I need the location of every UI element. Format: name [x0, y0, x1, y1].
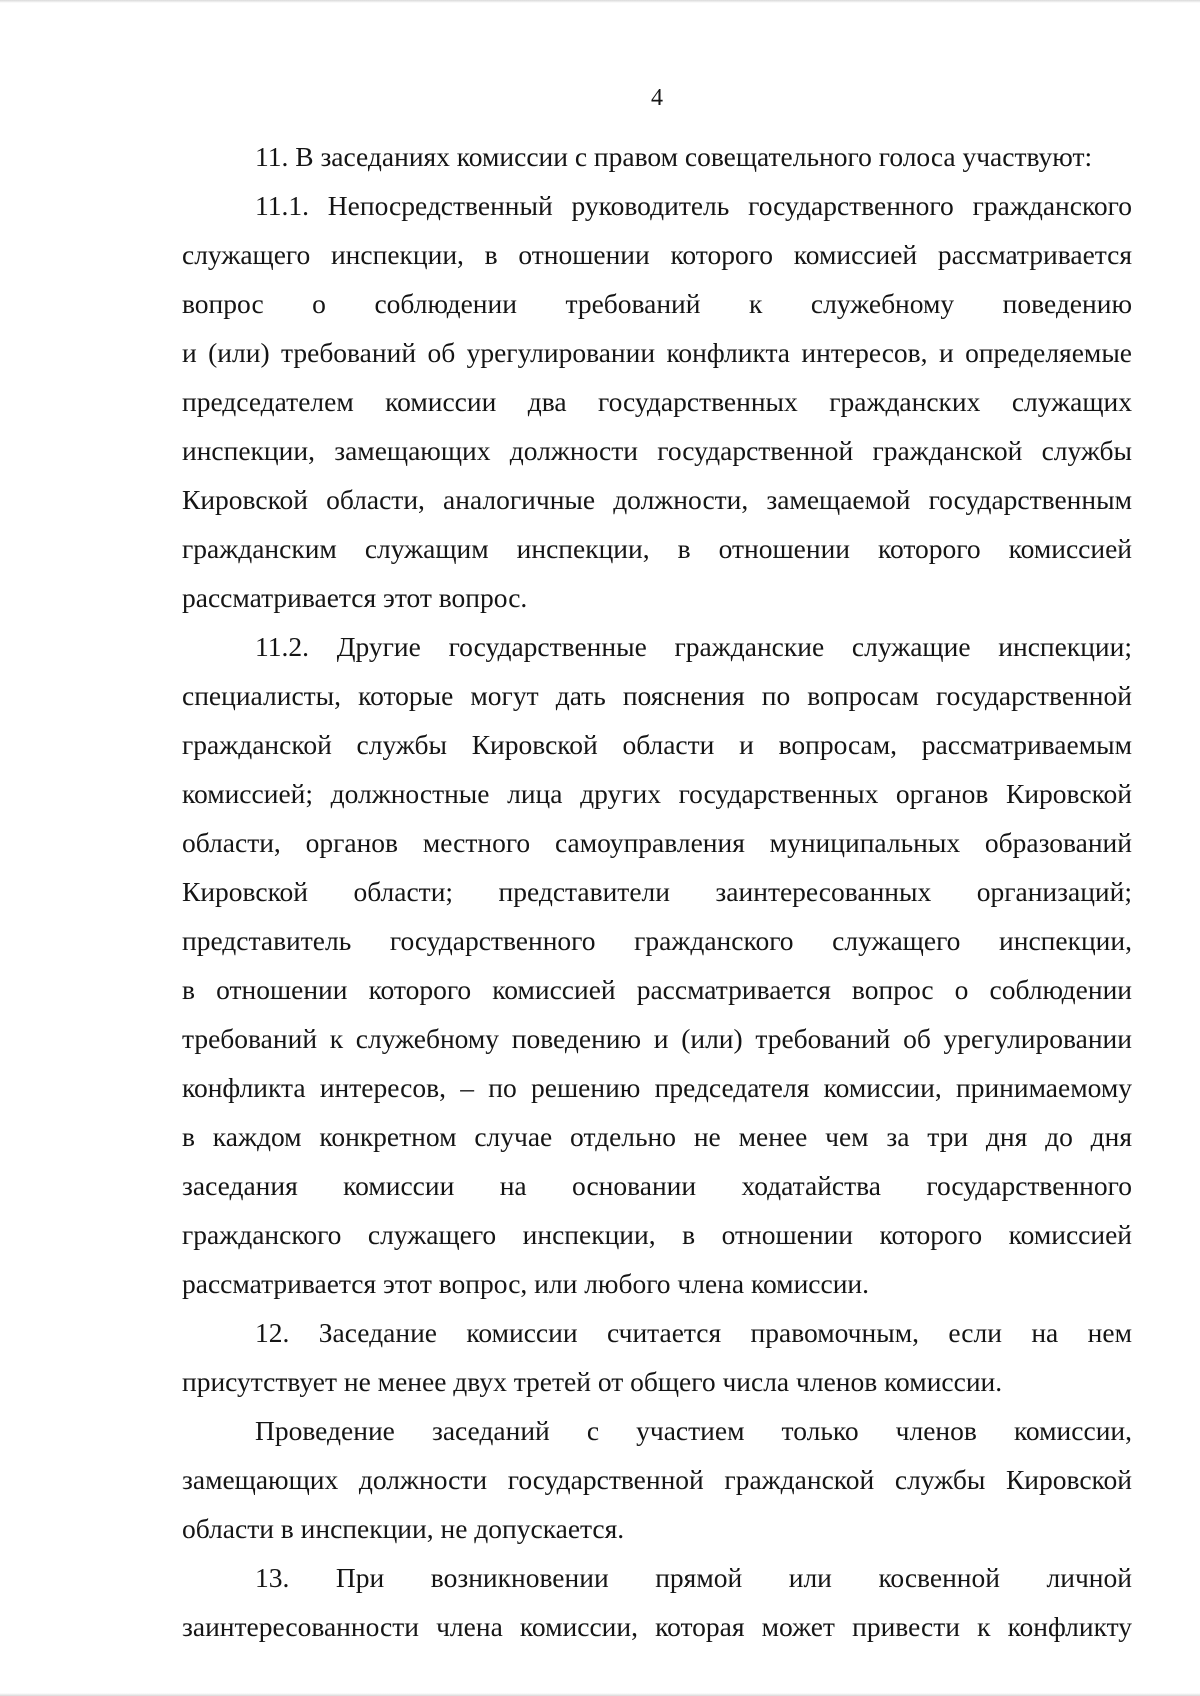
page-top-edge: [0, 0, 1200, 3]
paragraph-11-2-line: 11.2. Другие государственные гражданские служащие инспекции;: [255, 631, 1132, 662]
paragraph-11-1-line: и (или) требований об урегулировании конфликта интересов, и определяемые: [182, 337, 1132, 368]
page-number: 4: [651, 85, 663, 111]
paragraph-13-line: заинтересованности члена комиссии, которая может привести к конфликту: [182, 1611, 1132, 1642]
paragraph-11-1-line: 11.1. Непосредственный руководитель государственного гражданского: [255, 190, 1132, 221]
paragraph-11-2-line: комиссией; должностные лица других государственных органов Кировской: [182, 778, 1132, 809]
paragraph-11-2-line: специалисты, которые могут дать пояснения по вопросам государственной: [182, 680, 1132, 711]
paragraph-11-1-line: инспекции, замещающих должности государственной гражданской службы: [182, 435, 1132, 466]
paragraph-11-1-line: служащего инспекции, в отношении которого комиссией рассматривается: [182, 239, 1132, 270]
paragraph-11-2-line: конфликта интересов, – по решению председателя комиссии, принимаемому: [182, 1072, 1132, 1103]
paragraph-12-line: присутствует не менее двух третей от общего числа членов комиссии.: [182, 1366, 1003, 1397]
paragraph-11-2-line: Кировской области; представители заинтересованных организаций;: [182, 876, 1132, 907]
paragraph-13-line: 13. При возникновении прямой или косвенной личной: [255, 1562, 1132, 1593]
paragraph-11-1-line: вопрос о соблюдении требований к служебному поведению: [182, 288, 1132, 319]
paragraph-12-second-line: области в инспекции, не допускается.: [182, 1513, 625, 1544]
paragraph-12-line: 12. Заседание комиссии считается правомочным, если на нем: [255, 1317, 1132, 1348]
paragraph-11-2-line: области, органов местного самоуправления муниципальных образований: [182, 827, 1132, 858]
paragraph-11-2-line: представитель государственного гражданского служащего инспекции,: [182, 925, 1132, 956]
document-body: [182, 132, 1132, 1651]
paragraph-11-2-line: в каждом конкретном случае отдельно не менее чем за три дня до дня: [182, 1121, 1132, 1152]
paragraph-11-2-line: требований к служебному поведению и (или) требований об урегулировании: [182, 1023, 1132, 1054]
paragraph-11-1-line: Кировской области, аналогичные должности, замещаемой государственным: [182, 484, 1132, 515]
paragraph-11-2-line: в отношении которого комиссией рассматривается вопрос о соблюдении: [182, 974, 1132, 1005]
paragraph-11-2-line: гражданского служащего инспекции, в отношении которого комиссией: [182, 1219, 1132, 1250]
paragraph-11-2-line: рассматривается этот вопрос, или любого члена комиссии.: [182, 1268, 870, 1299]
paragraph-11-line: 11. В заседаниях комиссии с правом совещательного голоса участвуют:: [255, 141, 1093, 172]
paragraph-11-1-line: рассматривается этот вопрос.: [182, 582, 528, 613]
paragraph-12-second-line: Проведение заседаний с участием только членов комиссии,: [255, 1415, 1132, 1446]
paragraph-11-2-line: заседания комиссии на основании ходатайства государственного: [182, 1170, 1132, 1201]
paragraph-11-2-line: гражданской службы Кировской области и вопросам, рассматриваемым: [182, 729, 1132, 760]
paragraph-11-1-line: гражданским служащим инспекции, в отношении которого комиссией: [182, 533, 1132, 564]
paragraph-11-1-line: председателем комиссии два государственных гражданских служащих: [182, 386, 1132, 417]
paragraph-12-second-line: замещающих должности государственной гражданской службы Кировской: [182, 1464, 1132, 1495]
